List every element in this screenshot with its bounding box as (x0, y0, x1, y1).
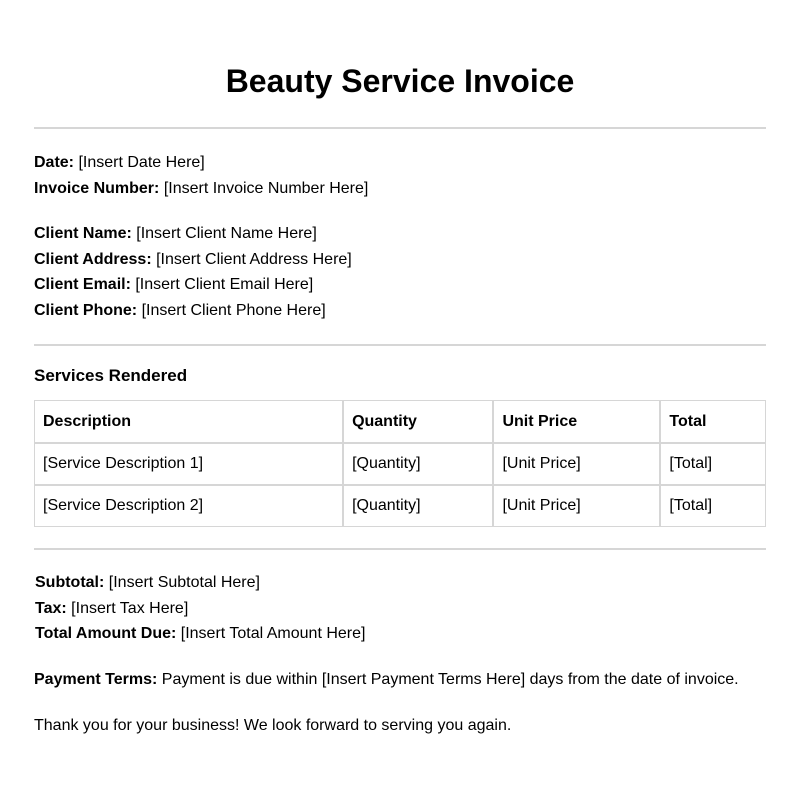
subtotal-line (35, 573, 260, 593)
column-header-unit-price: Unit Price (493, 400, 660, 443)
tax-label: Tax: (35, 600, 67, 617)
client-phone-label: Client Phone: (34, 302, 138, 319)
cell-description: [Service Description 1] (34, 443, 343, 485)
column-header-description: Description (34, 400, 343, 443)
invoice-number-line (34, 179, 368, 199)
date-label: Date: (34, 154, 75, 171)
cell-unit-price: [Unit Price] (493, 485, 660, 527)
table-row (34, 443, 766, 485)
cell-quantity: [Quantity] (343, 443, 493, 485)
client-name-label: Client Name: (34, 225, 132, 242)
client-email-line (34, 275, 313, 295)
client-address-line (34, 250, 352, 270)
divider (34, 344, 766, 346)
cell-total: [Total] (660, 485, 766, 527)
column-header-quantity: Quantity (343, 400, 493, 443)
client-name-value: [Insert Client Name Here] (136, 225, 317, 242)
payment-terms-value: Payment is due within [Insert Payment Terms Here] days from the date of invoice. (161, 671, 739, 688)
client-phone-line (34, 301, 326, 321)
invoice-number-label: Invoice Number: (34, 180, 160, 197)
client-address-value: [Insert Client Address Here] (156, 251, 352, 268)
subtotal-label: Subtotal: (35, 574, 105, 591)
divider (34, 127, 766, 129)
client-phone-value: [Insert Client Phone Here] (141, 302, 326, 319)
tax-line (35, 599, 188, 619)
closing-message: Thank you for your business! We look forward to serving you again. (34, 717, 512, 734)
table-row (34, 485, 766, 527)
cell-unit-price: [Unit Price] (493, 443, 660, 485)
payment-terms-label: Payment Terms: (34, 671, 158, 688)
tax-value: [Insert Tax Here] (71, 600, 189, 617)
cell-description: [Service Description 2] (34, 485, 343, 527)
services-heading: Services Rendered (34, 366, 188, 385)
client-email-label: Client Email: (34, 276, 131, 293)
subtotal-value: [Insert Subtotal Here] (108, 574, 260, 591)
total-due-line (35, 624, 365, 644)
invoice-title: Beauty Service Invoice (225, 63, 575, 99)
invoice-number-value: [Insert Invoice Number Here] (163, 180, 369, 197)
cell-quantity: [Quantity] (343, 485, 493, 527)
services-table (34, 400, 766, 527)
cell-total: [Total] (660, 443, 766, 485)
total-due-label: Total Amount Due: (35, 625, 177, 642)
total-due-value: [Insert Total Amount Here] (180, 625, 366, 642)
client-address-label: Client Address: (34, 251, 152, 268)
date-value: [Insert Date Here] (78, 154, 205, 171)
divider (34, 548, 766, 550)
table-header-row (34, 400, 766, 443)
client-name-line (34, 224, 317, 244)
payment-terms-line (34, 670, 739, 690)
date-line (34, 153, 205, 173)
column-header-total: Total (660, 400, 766, 443)
client-email-value: [Insert Client Email Here] (135, 276, 314, 293)
